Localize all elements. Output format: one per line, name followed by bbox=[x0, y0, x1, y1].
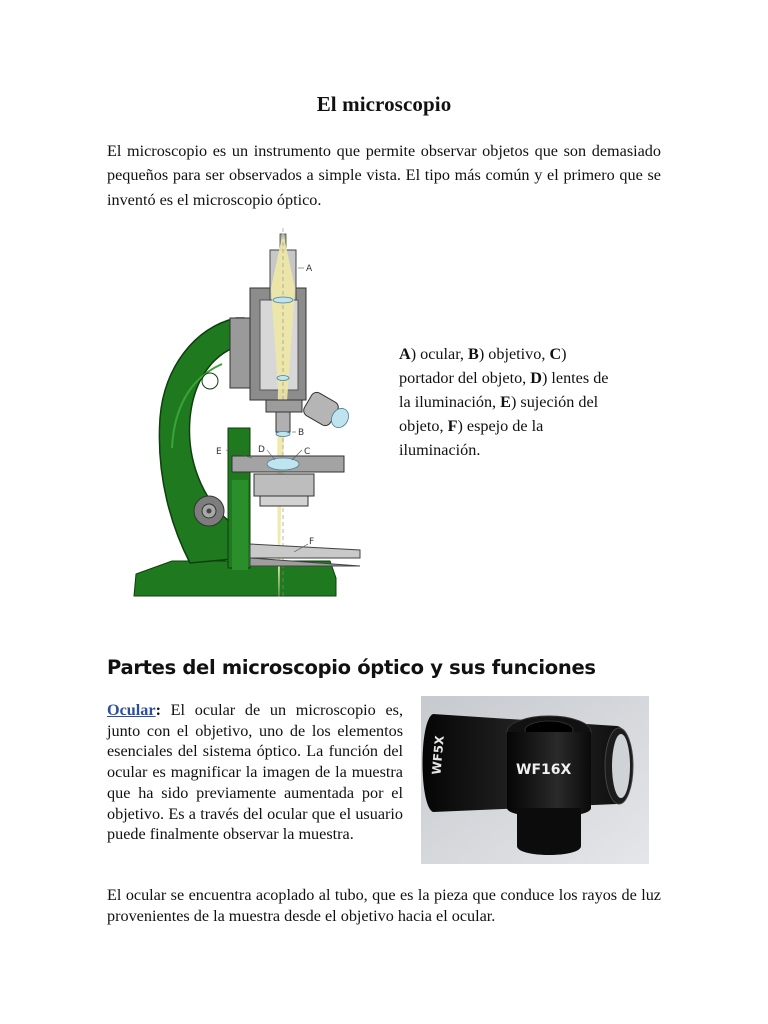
caption-text-c: ) portador del objeto, bbox=[399, 345, 567, 387]
caption-text-a: ) ocular, bbox=[410, 345, 469, 363]
figure-caption bbox=[399, 342, 621, 462]
caption-text-d: ) lentes de la iluminación, bbox=[399, 369, 609, 411]
final-paragraph: El ocular se encuentra acoplado al tubo, que es la pieza que conduce los rayos de luz provenientes de la muestra desde el objetivo hacia el ocular. bbox=[107, 886, 661, 925]
caption-letter-f: F bbox=[447, 417, 458, 435]
label-c: C bbox=[304, 447, 311, 457]
caption-letter-d: D bbox=[530, 369, 542, 387]
microscope-diagram bbox=[132, 228, 364, 600]
caption-letter-b: B bbox=[468, 345, 479, 363]
photo-label-side: WF5X bbox=[429, 735, 447, 776]
caption-letter-e: E bbox=[500, 393, 511, 411]
caption-text-e: ) sujeción del objeto, bbox=[399, 393, 599, 435]
photo-label-front: WF16X bbox=[516, 762, 572, 778]
caption-letter-c: C bbox=[549, 345, 562, 363]
label-a: A bbox=[306, 264, 313, 274]
caption-text-f: ) espejo de la iluminación. bbox=[399, 417, 544, 459]
ocular-link[interactable]: Ocular bbox=[107, 701, 156, 719]
label-e: E bbox=[216, 447, 222, 457]
section-heading: Partes del microscopio óptico y sus funciones bbox=[107, 656, 596, 679]
eyepiece-photo bbox=[421, 696, 649, 864]
ocular-description: El ocular de un microscopio es, junto con el objetivo, uno de los elementos esenciales del sistema óptico. La función del ocular es magnificar la imagen de la muestra que ha sido previamente aumentada por el objetivo. Es a través del ocular que el usuario puede finalmente observar la muestra. bbox=[107, 701, 403, 844]
caption-text-b: ) objetivo, bbox=[478, 345, 550, 363]
intro-paragraph: El microscopio es un instrumento que permite observar objetos que son demasiado pequeños para ser observados a simple vista. El tipo más común y el primero que se inventó es el microscopio óptico. bbox=[107, 142, 661, 209]
label-f: F bbox=[309, 537, 315, 547]
ocular-colon: : bbox=[155, 701, 161, 719]
ocular-paragraph bbox=[107, 700, 403, 845]
page-title: El microscopio bbox=[316, 92, 452, 116]
label-d: D bbox=[258, 445, 265, 455]
label-b: B bbox=[298, 428, 305, 438]
caption-letter-a: A bbox=[399, 345, 411, 363]
